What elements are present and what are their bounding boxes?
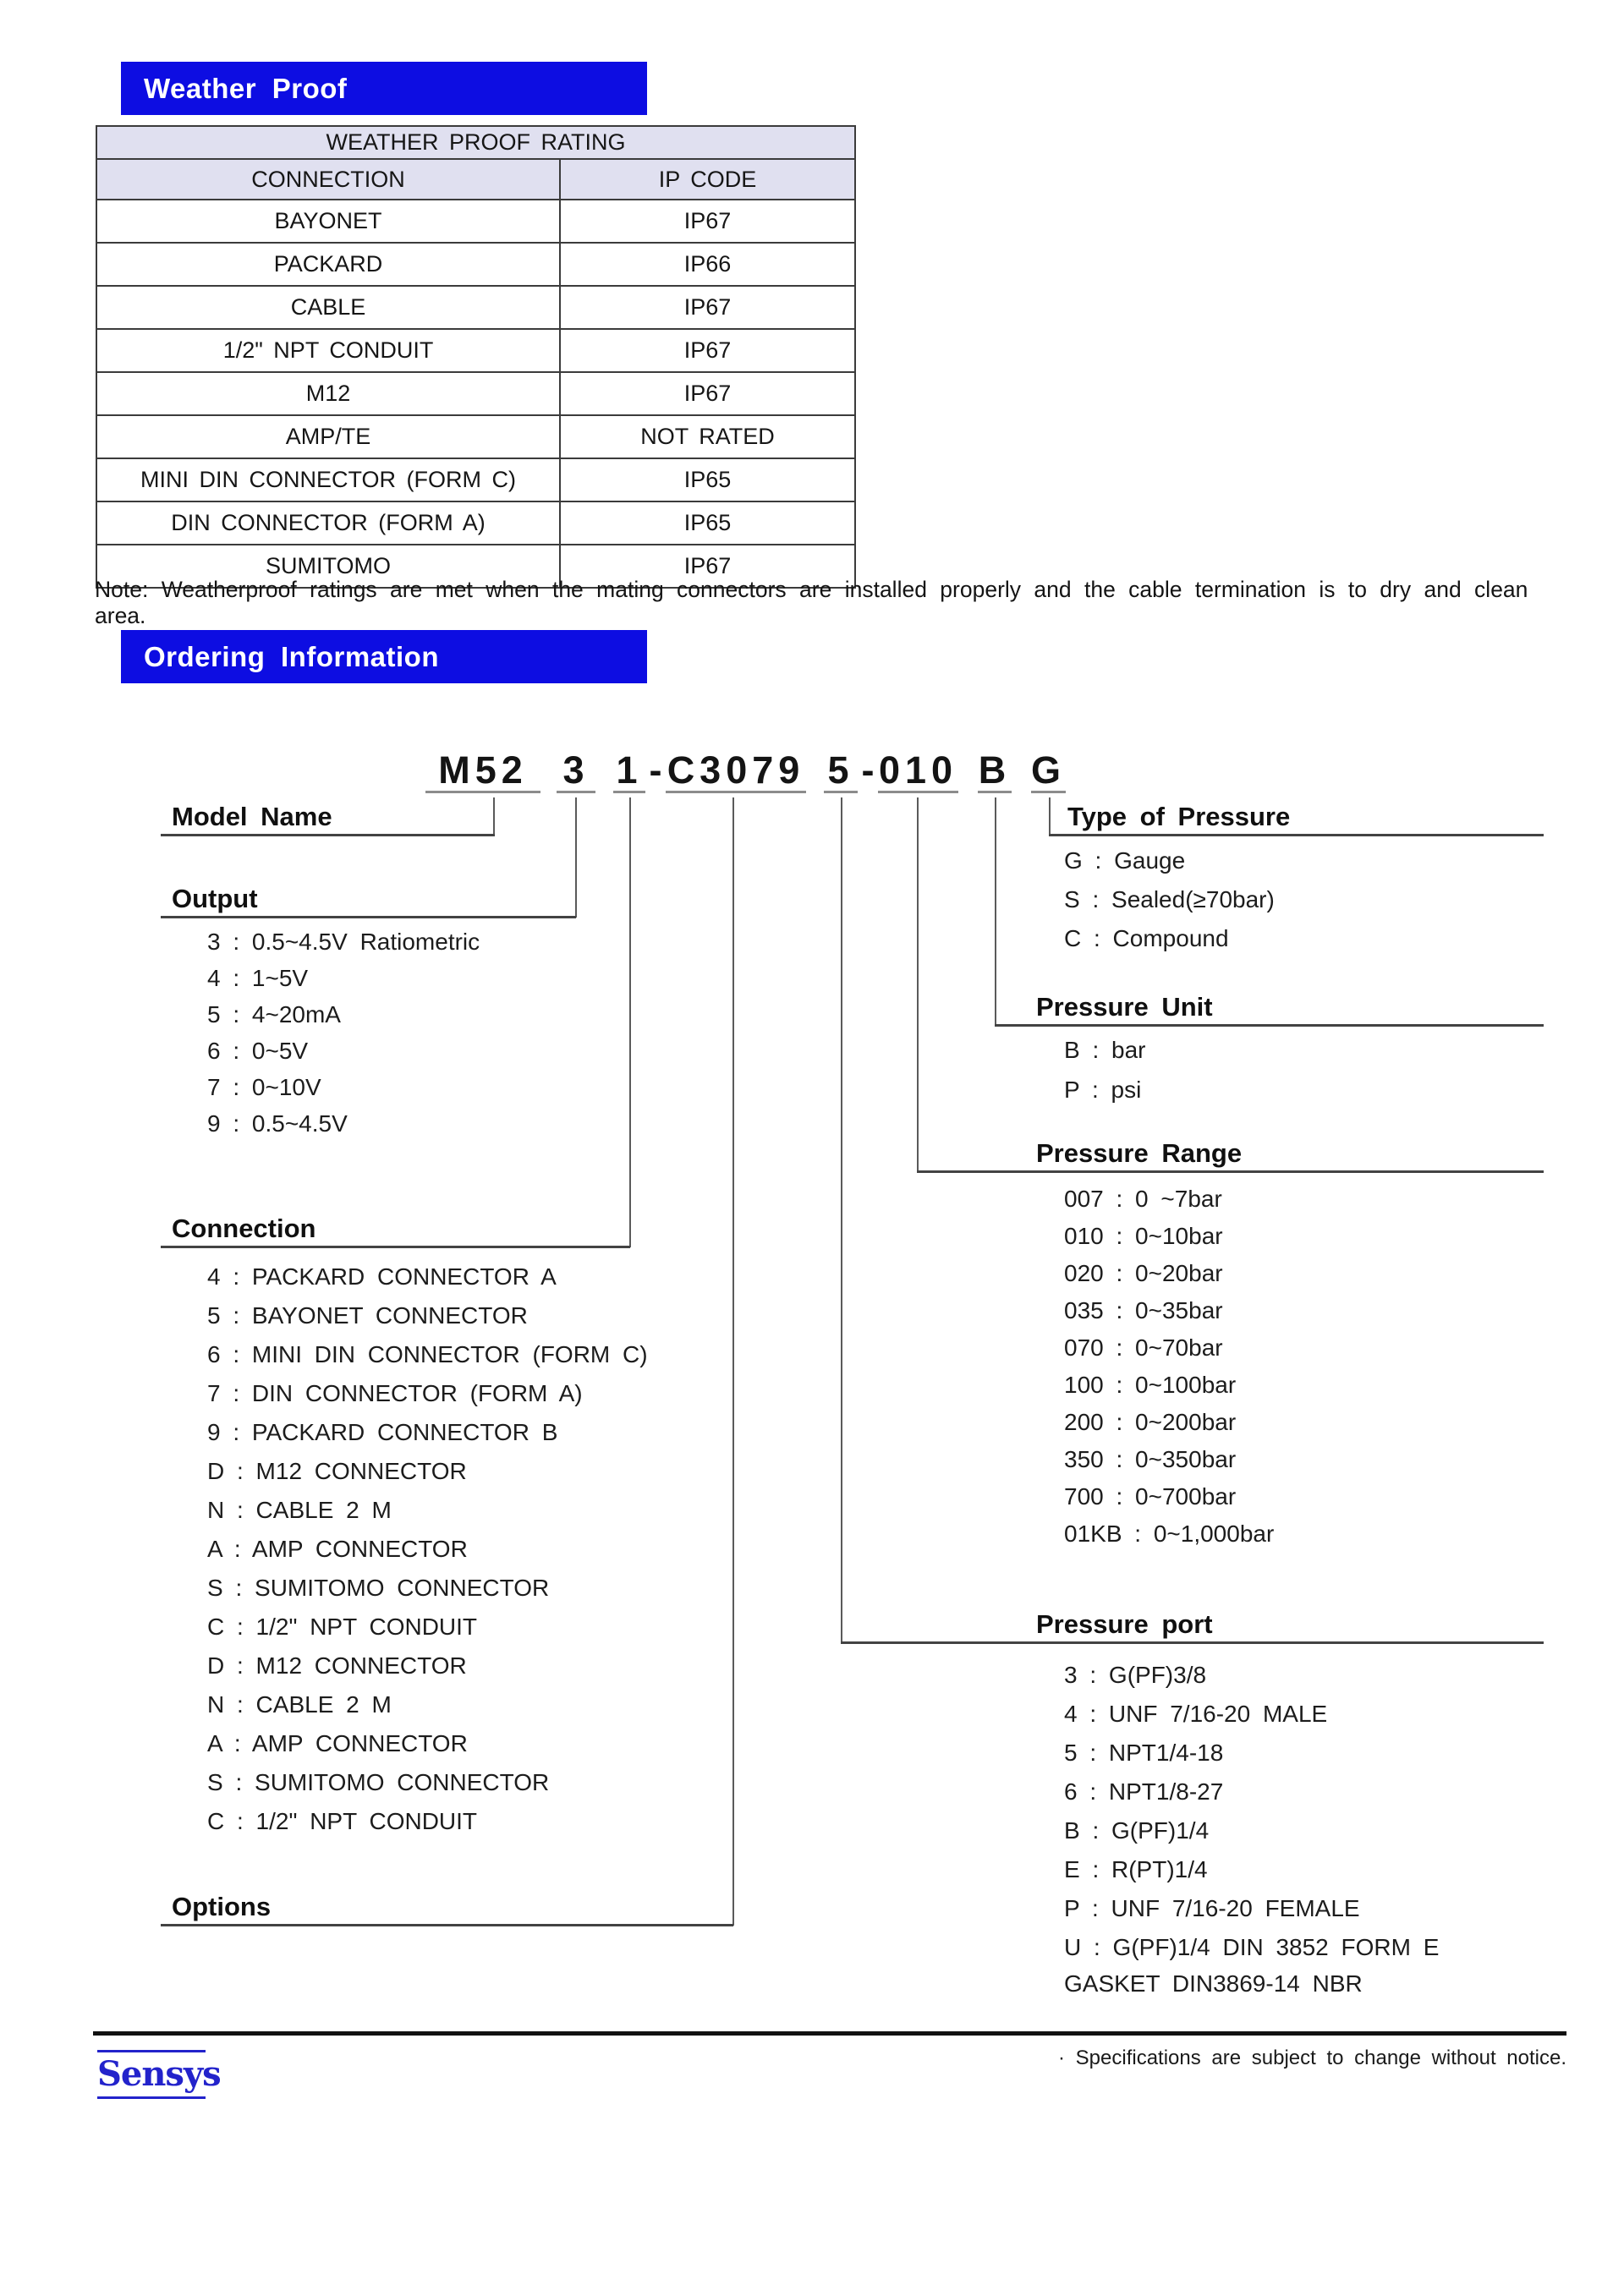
leader-pressure-port <box>841 797 842 1643</box>
list-item: 010 : 0~10bar <box>1064 1223 1223 1249</box>
list-item: E : R(PT)1/4 <box>1064 1856 1208 1882</box>
list-item: U : G(PF)1/4 DIN 3852 FORM E <box>1064 1934 1440 1960</box>
list-item: 01KB : 0~1,000bar <box>1064 1521 1275 1547</box>
cell-ip-code: NOT RATED <box>560 415 855 458</box>
footer-rule <box>93 2031 1566 2036</box>
list-item: S : SUMITOMO CONNECTOR <box>207 1575 550 1601</box>
list-item: 7 : 0~10V <box>207 1074 321 1100</box>
leader-output <box>575 797 577 918</box>
leader-connection <box>629 797 631 1247</box>
list-item: 070 : 0~70bar <box>1064 1334 1223 1361</box>
part-segment-pressure-unit: B <box>978 748 1012 792</box>
list-item: B : bar <box>1064 1037 1146 1063</box>
rule-pressure-unit <box>995 1024 1544 1027</box>
part-segment-options: C3079 <box>667 748 805 792</box>
list-item: D : M12 CONNECTOR <box>207 1652 467 1679</box>
list-item: 700 : 0~700bar <box>1064 1483 1237 1510</box>
logo-bottom-bar <box>97 2096 206 2099</box>
list-item: G : Gauge <box>1064 847 1186 874</box>
list-item: 007 : 0 ~7bar <box>1064 1186 1222 1212</box>
cell-ip-code: IP65 <box>560 458 855 501</box>
cell-connection: 1/2" NPT CONDUIT <box>96 329 560 372</box>
cell-ip-code: IP67 <box>560 329 855 372</box>
list-item: C : 1/2" NPT CONDUIT <box>207 1614 478 1640</box>
list-item: 9 : 0.5~4.5V <box>207 1110 348 1137</box>
output-list <box>207 923 480 1142</box>
cell-connection: PACKARD <box>96 243 560 286</box>
sensys-logo <box>97 2050 221 2099</box>
list-item: 6 : MINI DIN CONNECTOR (FORM C) <box>207 1341 648 1367</box>
pressure-port-list <box>1064 1656 1439 2001</box>
ordering-information-section-bar <box>121 630 647 683</box>
cell-connection: SUMITOMO <box>96 545 560 588</box>
part-segment-connection: 1 <box>613 749 645 793</box>
weather-proof-rating-table <box>96 125 856 589</box>
list-item: 5 : BAYONET CONNECTOR <box>207 1302 528 1329</box>
list-item: 6 : 0~5V <box>207 1038 309 1064</box>
list-item: 035 : 0~35bar <box>1064 1297 1223 1323</box>
list-item: 350 : 0~350bar <box>1064 1446 1237 1472</box>
list-item: D : M12 CONNECTOR <box>207 1458 467 1484</box>
part-separator: - <box>649 748 662 792</box>
pressure-unit-list <box>1064 1030 1145 1110</box>
weather-proof-section-bar <box>121 62 647 115</box>
leader-model-name <box>493 797 495 836</box>
cell-ip-code: IP67 <box>560 545 855 588</box>
list-item: N : CABLE 2 M <box>207 1497 392 1523</box>
table-row <box>96 501 855 545</box>
weatherproof-note: Note: Weatherproof ratings are met when the mating connectors are installed properly and the cable termination is to dry and clean area. <box>95 577 1528 628</box>
rule-options <box>161 1924 733 1926</box>
cell-ip-code: IP65 <box>560 501 855 545</box>
list-item: 100 : 0~100bar <box>1064 1372 1237 1398</box>
part-separator: - <box>861 748 875 792</box>
rule-model-name <box>161 834 495 836</box>
pressure-range-list <box>1064 1181 1274 1553</box>
rule-type-of-pressure <box>1049 834 1544 836</box>
part-segment-pressure-range: 010 <box>878 748 958 792</box>
list-item-continuation: GASKET DIN3869-14 NBR <box>1064 1970 1363 1997</box>
part-segment-output: 3 <box>557 749 595 793</box>
table-row <box>96 372 855 415</box>
cell-ip-code: IP66 <box>560 243 855 286</box>
list-item: B : G(PF)1/4 <box>1064 1817 1210 1844</box>
heading-connection: Connection <box>172 1214 316 1243</box>
specifications-note: · Specifications are subject to change without notice. <box>1058 2047 1566 2069</box>
type-of-pressure-list <box>1064 841 1275 958</box>
list-item: P : UNF 7/16-20 FEMALE <box>1064 1895 1360 1921</box>
rule-output <box>161 916 576 918</box>
cell-connection: AMP/TE <box>96 415 560 458</box>
table-row <box>96 200 855 243</box>
list-item: 3 : G(PF)3/8 <box>1064 1662 1207 1688</box>
list-item: 6 : NPT1/8-27 <box>1064 1778 1224 1805</box>
cell-connection: DIN CONNECTOR (FORM A) <box>96 501 560 545</box>
list-item: P : psi <box>1064 1077 1142 1103</box>
cell-ip-code: IP67 <box>560 286 855 329</box>
rule-pressure-range <box>917 1170 1544 1173</box>
list-item: 9 : PACKARD CONNECTOR B <box>207 1419 558 1445</box>
column-header-ip-code: IP CODE <box>560 159 855 200</box>
leader-pressure-range <box>917 797 919 1172</box>
list-item: 4 : UNF 7/16-20 MALE <box>1064 1701 1328 1727</box>
table-row <box>96 415 855 458</box>
heading-pressure-range: Pressure Range <box>1036 1138 1243 1168</box>
table-row <box>96 329 855 372</box>
list-item: 020 : 0~20bar <box>1064 1260 1223 1286</box>
leader-options <box>732 797 734 1926</box>
cell-ip-code: IP67 <box>560 200 855 243</box>
heading-type-of-pressure: Type of Pressure <box>1067 802 1291 831</box>
list-item: 4 : PACKARD CONNECTOR A <box>207 1263 557 1290</box>
list-item: 5 : 4~20mA <box>207 1001 341 1027</box>
table-row <box>96 286 855 329</box>
cell-connection: M12 <box>96 372 560 415</box>
list-item: A : AMP CONNECTOR <box>207 1536 468 1562</box>
table-title: WEATHER PROOF RATING <box>96 126 855 159</box>
heading-model-name: Model Name <box>172 802 332 831</box>
connection-list <box>207 1258 648 1841</box>
cell-connection: BAYONET <box>96 200 560 243</box>
leader-type-of-pressure <box>1049 797 1051 836</box>
list-item: 200 : 0~200bar <box>1064 1409 1237 1435</box>
logo-wordmark: Sensys <box>97 2054 221 2094</box>
list-item: 7 : DIN CONNECTOR (FORM A) <box>207 1380 583 1406</box>
table-row <box>96 243 855 286</box>
cell-connection: CABLE <box>96 286 560 329</box>
list-item: C : Compound <box>1064 925 1229 951</box>
ordering-information-section-title: Ordering Information <box>144 641 439 672</box>
list-item: S : Sealed(≥70bar) <box>1064 886 1275 912</box>
weather-proof-section-title: Weather Proof <box>144 73 348 104</box>
list-item: 3 : 0.5~4.5V Ratiometric <box>207 929 480 955</box>
rule-connection <box>161 1246 630 1248</box>
rule-pressure-port <box>841 1641 1544 1644</box>
list-item: C : 1/2" NPT CONDUIT <box>207 1808 478 1834</box>
list-item: S : SUMITOMO CONNECTOR <box>207 1769 550 1795</box>
part-segment-model: M52 <box>425 749 540 793</box>
part-segment-pressure-port: 5 <box>824 749 858 793</box>
part-segment-pressure-type: G <box>1031 748 1067 792</box>
heading-options: Options <box>172 1892 272 1921</box>
heading-pressure-unit: Pressure Unit <box>1036 992 1213 1022</box>
table-row <box>96 458 855 501</box>
cell-connection: MINI DIN CONNECTOR (FORM C) <box>96 458 560 501</box>
list-item: A : AMP CONNECTOR <box>207 1730 468 1756</box>
cell-ip-code: IP67 <box>560 372 855 415</box>
column-header-connection: CONNECTION <box>96 159 560 200</box>
list-item: 4 : 1~5V <box>207 965 309 991</box>
leader-pressure-unit <box>995 797 996 1026</box>
heading-pressure-port: Pressure port <box>1036 1609 1213 1639</box>
list-item: 5 : NPT1/4-18 <box>1064 1740 1224 1766</box>
heading-output: Output <box>172 884 258 913</box>
list-item: N : CABLE 2 M <box>207 1691 392 1718</box>
